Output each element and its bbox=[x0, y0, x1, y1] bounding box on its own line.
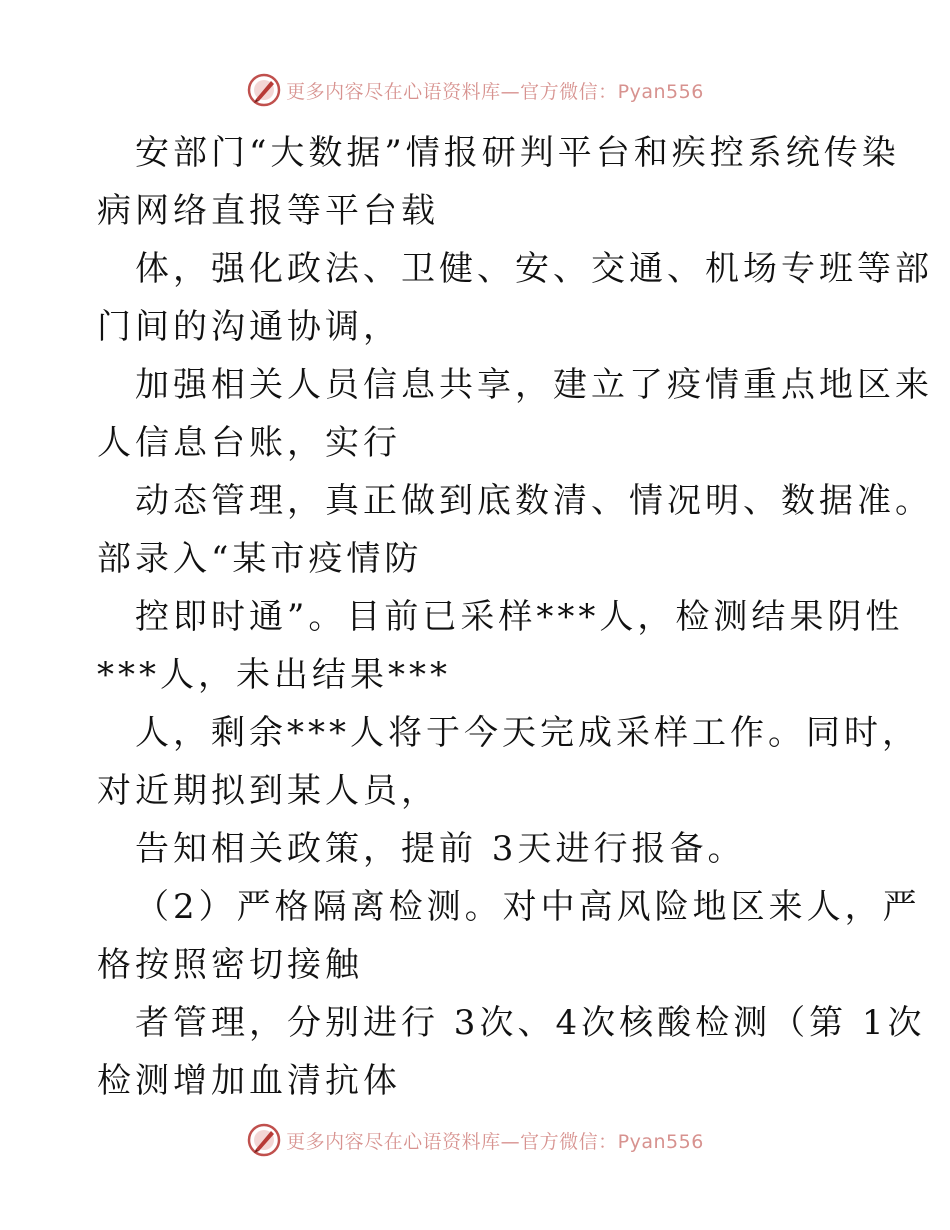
pen-nib-circle-icon bbox=[246, 1122, 282, 1158]
text-line: 人信息台账，实行 bbox=[97, 423, 401, 463]
text-line: 部录入“某市疫情防 bbox=[97, 539, 423, 579]
footer-watermark bbox=[0, 1118, 950, 1162]
text-line: 格按照密切接触 bbox=[97, 945, 363, 985]
text-line: 检测增加血清抗体 bbox=[97, 1061, 401, 1101]
text-line: 者管理，分别进行 3次、4次核酸检测（第 1次 bbox=[135, 1003, 926, 1043]
text-line: 告知相关政策，提前 3天进行报备。 bbox=[135, 829, 746, 869]
text-line: 病网络直报等平台载 bbox=[97, 191, 439, 231]
text-line: ***人，未出结果*** bbox=[97, 655, 451, 695]
text-line: 安部门“大数据”情报研判平台和疾控系统传染 bbox=[135, 133, 900, 173]
text-line: 加强相关人员信息共享，建立了疫情重点地区来 bbox=[135, 365, 933, 405]
text-line: 对近期拟到某人员， bbox=[97, 771, 439, 811]
pen-nib-circle-icon bbox=[246, 72, 282, 108]
watermark-text: 更多内容尽在心语资料库—官方微信：Pyan556 bbox=[286, 80, 704, 103]
text-line: 控即时通”。目前已采样***人，检测结果阴性 bbox=[135, 597, 904, 637]
watermark-text: 更多内容尽在心语资料库—官方微信：Pyan556 bbox=[286, 1130, 704, 1153]
text-line: 动态管理，真正做到底数清、情况明、数据准。 bbox=[135, 481, 933, 521]
text-line: 门间的沟通协调， bbox=[97, 307, 401, 347]
text-line: （2）严格隔离检测。对中高风险地区来人，严 bbox=[135, 887, 921, 927]
document-body bbox=[97, 124, 933, 1110]
text-line: 人，剩余***人将于今天完成采样工作。同时， bbox=[135, 713, 920, 753]
text-line: 体，强化政法、卫健、安、交通、机场专班等部 bbox=[135, 249, 933, 289]
header-watermark bbox=[0, 68, 950, 112]
